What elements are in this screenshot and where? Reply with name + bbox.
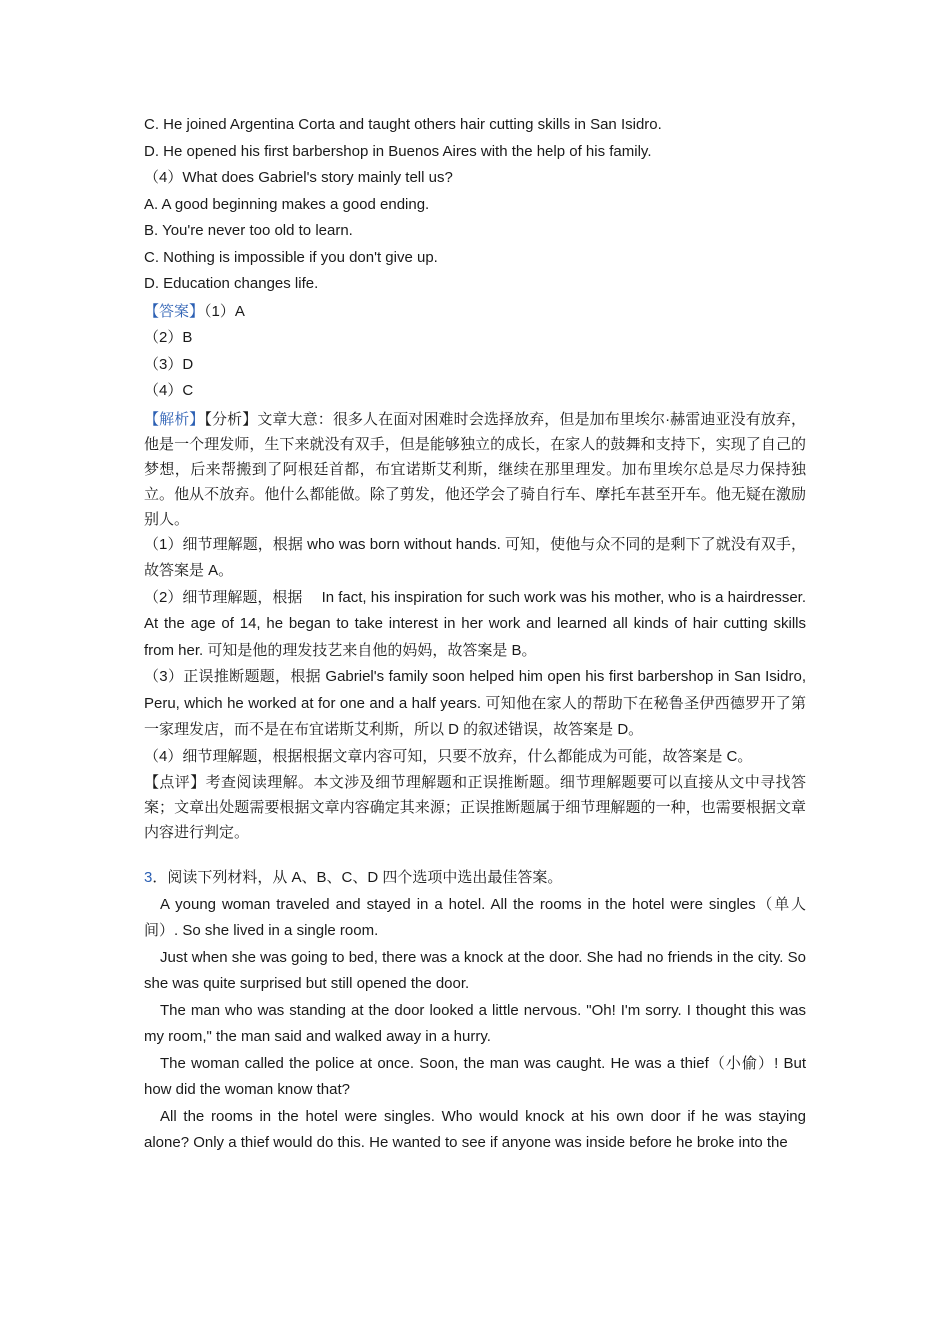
analysis-1: （1）细节理解题，根据 who was born without hands. 可知，使他与众不同的是剩下了就没有双手，故答案是 A。 bbox=[144, 535, 806, 579]
option-a: A. A good beginning makes a good ending. bbox=[144, 195, 430, 213]
passage-paragraph: All the rooms in the hotel were singles. Who would knock at his own door if he was staying alone? Only a thief would do this. He wanted to see if anyone was inside before he broke into the bbox=[144, 1107, 806, 1151]
analysis-2: （2）细节理解题，根据 In fact, his inspiration for such work was his mother, who is a hairdresser. At the age of 14, he began to take interest in her work and learned all kinds of hair cutting skills from her. 可知是他的理发技艺来自他的妈妈，故答案是 B。 bbox=[144, 588, 806, 659]
page-content bbox=[144, 112, 806, 1157]
analysis-intro bbox=[144, 407, 806, 532]
option-d: D. Education changes life. bbox=[144, 275, 319, 292]
question-number: 3 bbox=[144, 869, 153, 886]
answer-line bbox=[144, 299, 806, 326]
passage-paragraph: The woman called the police at once. Soon, the man was caught. He was a thief（小偷）! But how did the woman know that? bbox=[144, 1054, 806, 1098]
answer-3: （3）D bbox=[144, 355, 194, 373]
answer-4: （4）C bbox=[144, 382, 194, 399]
analysis-3: （3）正误推断题题，根据 Gabriel's family soon helped him open his first barbershop in San Isidro, Peru, which he worked at for one and a half years. 可知他在家人的帮助下在秘鲁圣伊西德罗开了第一家理发店，而不是在布宜诺斯艾利斯，所以 D 的叙述错误，故答案是 D。 bbox=[144, 668, 806, 738]
answer-1: （1）A bbox=[204, 302, 245, 320]
analysis-4: （4）细节理解题，根据根据文章内容可知，只要不放弃，什么都能成为可能，故答案是 C。 bbox=[144, 747, 753, 765]
question-3-instruction bbox=[144, 865, 806, 892]
passage-paragraph: Just when she was going to bed, there was a knock at the door. She had no friends in the city. So she was quite surprised but still opened the door. bbox=[144, 948, 806, 992]
option-c: C. Nothing is impossible if you don't give up. bbox=[144, 248, 438, 266]
passage-paragraph: A young woman traveled and stayed in a hotel. All the rooms in the hotel were singles（单人间）. So she lived in a single room. bbox=[144, 895, 806, 939]
instruction-text: ．阅读下列材料，从 A、B、C、D 四个选项中选出最佳答案。 bbox=[152, 869, 563, 886]
answer-2: （2）B bbox=[144, 329, 193, 346]
passage-paragraph: The man who was standing at the door looked a little nervous. "Oh! I'm sorry. I thought this was my room," the man said and walked away in a hurry. bbox=[144, 1001, 806, 1045]
option-c: C. He joined Argentina Corta and taught others hair cutting skills in San Isidro. bbox=[144, 116, 662, 133]
answer-tag: 【答案】 bbox=[144, 302, 205, 320]
option-b: B. You're never too old to learn. bbox=[144, 222, 353, 239]
section-gap bbox=[144, 845, 806, 865]
comment: 【点评】考查阅读理解。本文涉及细节理解题和正误推断题。细节理解题要可以直接从文中寻找答案；文章出处题需要根据文章内容确定其来源；正误推断题属于细节理解题的一种，也需要根据文章内容进行判定。 bbox=[144, 774, 806, 841]
option-d: D. He opened his first barbershop in Buenos Aires with the help of his family. bbox=[144, 142, 652, 160]
question-4-stem: （4）What does Gabriel's story mainly tell us? bbox=[144, 169, 453, 186]
analysis-summary: 【分析】文章大意：很多人在面对困难时会选择放弃，但是加布里埃尔·赫雷迪亚没有放弃，他是一个理发师，生下来就没有双手，但是能够独立的成长，在家人的鼓舞和支持下，实现了自己的梦想，后来帮搬到了阿根廷首都，布宜诺斯艾利斯，继续在那里理发。加布里埃尔总是尽力保持独立。他从不放弃。他什么都能做。除了剪发，他还学会了骑自行车、摩托车甚至开车。他无疑在激励别人。 bbox=[144, 410, 806, 528]
analysis-tag: 【解析】 bbox=[144, 410, 205, 428]
